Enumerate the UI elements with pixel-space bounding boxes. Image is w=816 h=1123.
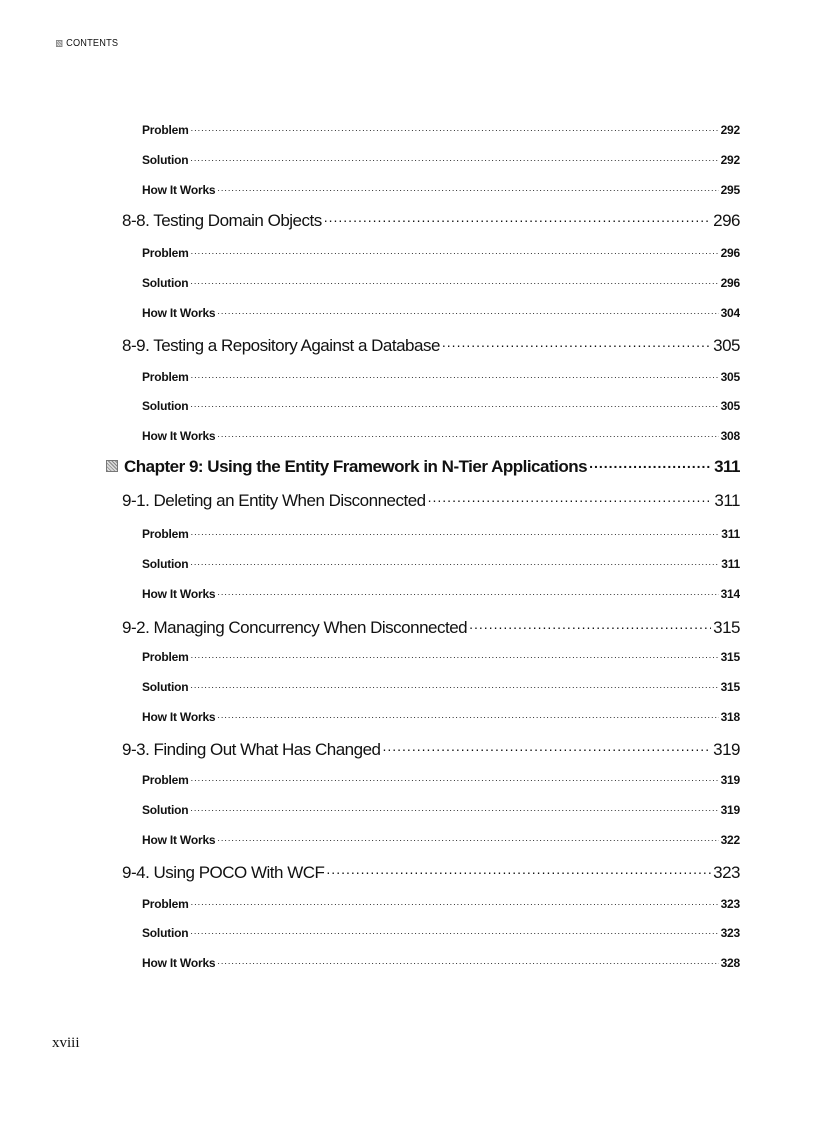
toc-chapter-entry[interactable] xyxy=(106,455,740,477)
toc-entry-page: 305 xyxy=(720,370,740,384)
dot-leader xyxy=(217,428,718,440)
toc-entry-page: 308 xyxy=(720,429,740,443)
dot-leader xyxy=(190,275,718,287)
dot-leader xyxy=(324,209,711,226)
dot-leader xyxy=(217,586,718,598)
toc-section-entry[interactable] xyxy=(122,489,740,511)
toc-subsection-entry[interactable] xyxy=(142,586,740,602)
toc-entry-page: 304 xyxy=(720,306,740,320)
toc-entry-page: 311 xyxy=(714,491,740,510)
toc-subsection-entry[interactable] xyxy=(142,649,740,665)
dot-leader xyxy=(469,616,711,633)
toc-subsection-entry[interactable] xyxy=(142,556,740,572)
toc-entry-page: 315 xyxy=(720,650,740,664)
toc-subsection-entry[interactable] xyxy=(142,275,740,291)
toc-entry-page: 305 xyxy=(720,399,740,413)
dot-leader xyxy=(191,649,719,661)
toc-entry-page: 322 xyxy=(720,833,740,847)
toc-entry-title: How It Works xyxy=(142,956,216,970)
toc-subsection-entry[interactable] xyxy=(142,832,740,848)
toc-section-entry[interactable] xyxy=(122,616,740,638)
toc-entry-title: 9-2. Managing Concurrency When Disconnected xyxy=(122,618,468,637)
toc-entry-page: 305 xyxy=(713,336,740,355)
toc-subsection-entry[interactable] xyxy=(142,925,740,941)
toc-subsection-entry[interactable] xyxy=(142,122,740,138)
toc-entry-title: 9-3. Finding Out What Has Changed xyxy=(122,740,381,759)
toc-entry-page: 311 xyxy=(721,557,740,571)
dot-leader xyxy=(190,679,718,691)
toc-section-entry[interactable] xyxy=(122,334,740,356)
toc-entry-page: 292 xyxy=(720,123,740,137)
toc-entry-title: Solution xyxy=(142,680,189,694)
toc-entry-title: How It Works xyxy=(142,429,216,443)
toc-subsection-entry[interactable] xyxy=(142,709,740,725)
toc-entry-title: Solution xyxy=(142,276,189,290)
toc-entry-page: 323 xyxy=(720,897,740,911)
toc-entry-page: 296 xyxy=(720,276,740,290)
toc-entry-title: Chapter 9: Using the Entity Framework in N-Tier Applications xyxy=(124,457,588,476)
toc-entry-page: 315 xyxy=(713,618,740,637)
toc-subsection-entry[interactable] xyxy=(142,369,740,385)
toc-entry-title: Solution xyxy=(142,926,189,940)
toc-entry-title: How It Works xyxy=(142,833,216,847)
toc-entry-page: 314 xyxy=(720,587,740,601)
toc-entry-page: 318 xyxy=(720,710,740,724)
toc-entry-title: How It Works xyxy=(142,710,216,724)
toc-entry-page: 319 xyxy=(720,803,740,817)
toc-section-entry[interactable] xyxy=(122,209,740,231)
dot-leader xyxy=(326,861,711,878)
toc-entry-page: 296 xyxy=(720,246,740,260)
toc-entry-title: Solution xyxy=(142,153,189,167)
toc-subsection-entry[interactable] xyxy=(142,802,740,818)
toc-entry-title: How It Works xyxy=(142,183,216,197)
dot-leader xyxy=(190,802,718,814)
toc-subsection-entry[interactable] xyxy=(142,398,740,414)
toc-entry-page: 311 xyxy=(721,527,740,541)
toc-subsection-entry[interactable] xyxy=(142,305,740,321)
dot-leader xyxy=(190,398,718,410)
dot-leader xyxy=(217,832,718,844)
toc-entry-page: 328 xyxy=(720,956,740,970)
toc-subsection-entry[interactable] xyxy=(142,679,740,695)
toc-entry-page: 315 xyxy=(720,680,740,694)
toc-entry-title: Solution xyxy=(142,803,189,817)
dot-leader xyxy=(191,122,719,134)
dot-leader xyxy=(191,772,719,784)
toc-section-entry[interactable] xyxy=(122,861,740,883)
toc-entry-title: 8-8. Testing Domain Objects xyxy=(122,211,322,230)
dot-leader xyxy=(217,182,718,194)
dot-leader xyxy=(217,709,718,721)
toc-entry-title: Problem xyxy=(142,897,189,911)
toc-entry-title: 9-4. Using POCO With WCF xyxy=(122,863,325,882)
toc-entry-page: 295 xyxy=(720,183,740,197)
toc-entry-title: Problem xyxy=(142,650,189,664)
toc-entry-title: 8-9. Testing a Repository Against a Database xyxy=(122,336,440,355)
toc-entry-title: Problem xyxy=(142,123,189,137)
toc-entry-page: 296 xyxy=(713,211,740,230)
toc-entry-title: Solution xyxy=(142,399,189,413)
dot-leader xyxy=(217,305,718,317)
dot-leader xyxy=(190,556,719,568)
dot-leader xyxy=(191,245,719,257)
toc-entry-title: How It Works xyxy=(142,587,216,601)
toc-subsection-entry[interactable] xyxy=(142,182,740,198)
toc-subsection-entry[interactable] xyxy=(142,772,740,788)
toc-subsection-entry[interactable] xyxy=(142,526,740,542)
toc-entry-title: How It Works xyxy=(142,306,216,320)
toc-entry-title: Problem xyxy=(142,527,189,541)
toc-subsection-entry[interactable] xyxy=(142,428,740,444)
dot-leader xyxy=(191,896,719,908)
toc-entry-page: 323 xyxy=(713,863,740,882)
toc-entry-title: Problem xyxy=(142,370,189,384)
toc-subsection-entry[interactable] xyxy=(142,896,740,912)
toc-entry-title: Solution xyxy=(142,557,189,571)
dot-leader xyxy=(191,369,719,381)
dot-leader xyxy=(191,526,720,538)
toc-subsection-entry[interactable] xyxy=(142,955,740,971)
toc-subsection-entry[interactable] xyxy=(142,152,740,168)
dot-leader xyxy=(589,455,712,472)
toc-entry-page: 323 xyxy=(720,926,740,940)
toc-entry-title: Problem xyxy=(142,246,189,260)
dot-leader xyxy=(382,738,711,755)
page-number: xviii xyxy=(52,1035,80,1051)
toc-subsection-entry[interactable] xyxy=(142,245,740,261)
toc-entry-title: 9-1. Deleting an Entity When Disconnected xyxy=(122,491,426,510)
toc-entry-title: Problem xyxy=(142,773,189,787)
chapter-square-icon xyxy=(106,460,118,472)
header-label: CONTENTS xyxy=(66,38,119,49)
toc-entry-page: 319 xyxy=(720,773,740,787)
toc-entry-page: 292 xyxy=(720,153,740,167)
dot-leader xyxy=(190,152,718,164)
toc-entry-page: 319 xyxy=(713,740,740,759)
dot-leader xyxy=(428,489,713,506)
dot-leader xyxy=(442,334,711,351)
dot-leader xyxy=(190,925,718,937)
dot-leader xyxy=(217,955,718,967)
toc-section-entry[interactable] xyxy=(122,738,740,760)
toc-entry-page: 311 xyxy=(714,457,740,476)
